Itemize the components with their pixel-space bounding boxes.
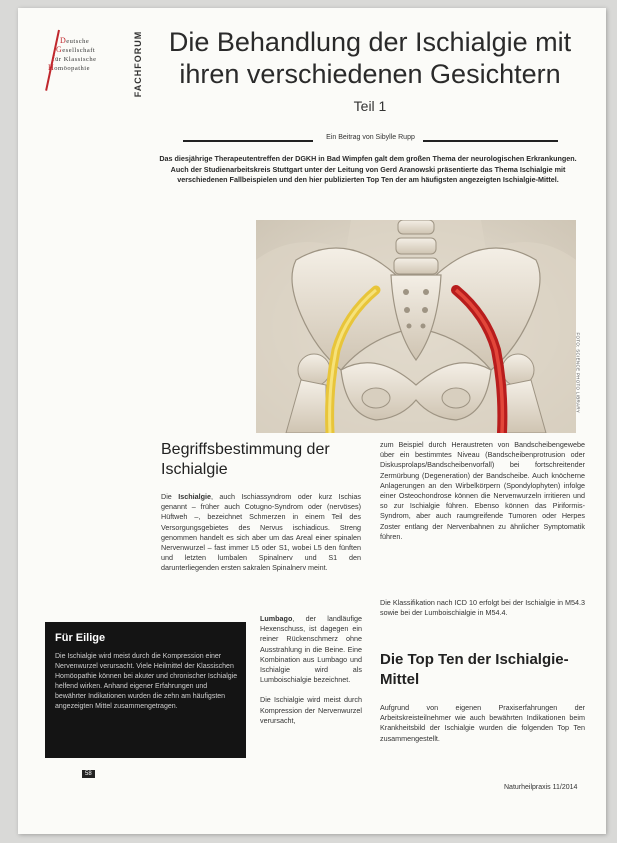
magazine-page [18,8,606,834]
term-ischialgie: Ischialgie [178,492,211,501]
pelvis-illustration [256,220,576,433]
logo-line-1: Deutsche [60,36,90,45]
column-2-para-2: Die Ischialgie wird meist durch Kompression der Nervenwurzel verursacht, [260,695,362,725]
column-2-text: Lumbago, der landläufige Hexenschuss, ist dagegen ein reiner Rückenschmerz ohne Ausstrahlung in die Beine. Eine Kombination aus Lumbago und Ischialgie wird als Lumboischialgie bezeichnet. Die Ischialgie wird meist durch Kompression der Nervenwurzel verursacht, [260,614,362,725]
byline [183,134,558,146]
image-credit: FOTO: SCIENCE PHOTO LIBRARY [575,332,581,414]
logo-line-3: für Klassische [52,54,97,63]
logo-line-2: Gesellschaft [56,45,96,54]
intro-paragraph: Das diesjährige Therapeutentreffen der DGKH in Bad Wimpfen galt dem großen Thema der neurologischen Erkrankungen. Auch der Studienarbeitskreis Stuttgart unter der Leitung von Gerd Aranowski präsentierte das Thema Ischialgie mit verschiedenen Fallbeispielen und den hier publizierten Top Ten der am häufigsten angezeigten Ischialgie-Mittel. [159,154,577,184]
column-3-classification: Die Klassifikation nach ICD 10 erfolgt bei der Ischialgie in M54.3 sowie bei der Lumboischialgie in M54.4. [380,598,585,618]
column-1-text: Die Ischialgie, auch Ischiassyndrom oder kurz Ischias genannt – früher auch Cotugno-Syndrom oder (nervöses) Hüftweh –, bezeichnet Schmerzen in einem Teil des Versorgungsgebietes des Nervus ischiadicus. Streng genommen handelt es sich aber um das Areal einer spinalen Nervenwurzel – fast immer L5 oder S1, wobei L5 den fünften und letzten lumbalen Spinalnerv und S1 den darunterliegenden ersten sakralen Spinalnerv meint. [161,492,361,573]
logo-line-4: Homöopathie [48,63,90,72]
box-text: Die Ischialgie wird meist durch die Kompression einer Nervenwurzel verursacht. Viele Heilmittel der Klassischen Homöopathie können bei akuter und chronischer Ischialgie helfend wirken. Anhand eigener Erfahrungen und bewährter Indikationen wurden die zehn am häufigsten angezeigten Mittel zusammengetragen. [55,653,238,710]
box-heading: Für Eilige [55,632,106,644]
column-3-text: zum Beispiel durch Heraustreten von Bandscheibengewebe über ein bestimmtes Niveau (Bandscheibenprotrusion oder Diskusprolaps/Bandscheibenvorfall) bei fortschreitender Zermürbung (Degeneration) der Bandscheibe. Auch knöcherne Anlagerungen an den Wirbelkörpern (Spondylophyten) infolge einer Osteochondrose können die Nervenwurzeln irritieren und so zur Ischialgie führen. Ebenso können das Piriformis-Syndrom, aber auch raumgreifende Tumoren oder Herpes Zoster entlang der Nervenbahnen zu ähnlicher Symptomatik führen. [380,440,585,541]
fuer-eilige-box [45,622,246,758]
dgkh-logo [40,30,140,100]
page-number: 58 [82,770,95,778]
article-subtitle: Teil 1 [353,98,387,114]
section-label: FACHFORUM [133,30,143,98]
top-ten-intro: Aufgrund von eigenen Praxiserfahrungen der Arbeitskreisteilnehmer wie auch bewährten Indikationen beim Krankheitsbild der Ischialgie wurden die folgenden Top Ten zusammengestellt. [380,703,585,743]
title-line-2: ihren verschiedenen Gesichtern [179,59,561,89]
term-lumbago: Lumbago [260,614,293,623]
footer-issue: Naturheilpraxis 11/2014 [504,784,578,791]
title-line-1: Die Behandlung der Ischialgie mit [168,27,572,57]
heading-top-ten: Die Top Ten der Ischialgie-Mittel [380,651,569,688]
article-title [150,26,590,90]
byline-text: Ein Beitrag von Sibylle Rupp [322,134,419,141]
heading-begriffsbestimmung: Begriffsbestimmung der Ischialgie [161,441,330,478]
